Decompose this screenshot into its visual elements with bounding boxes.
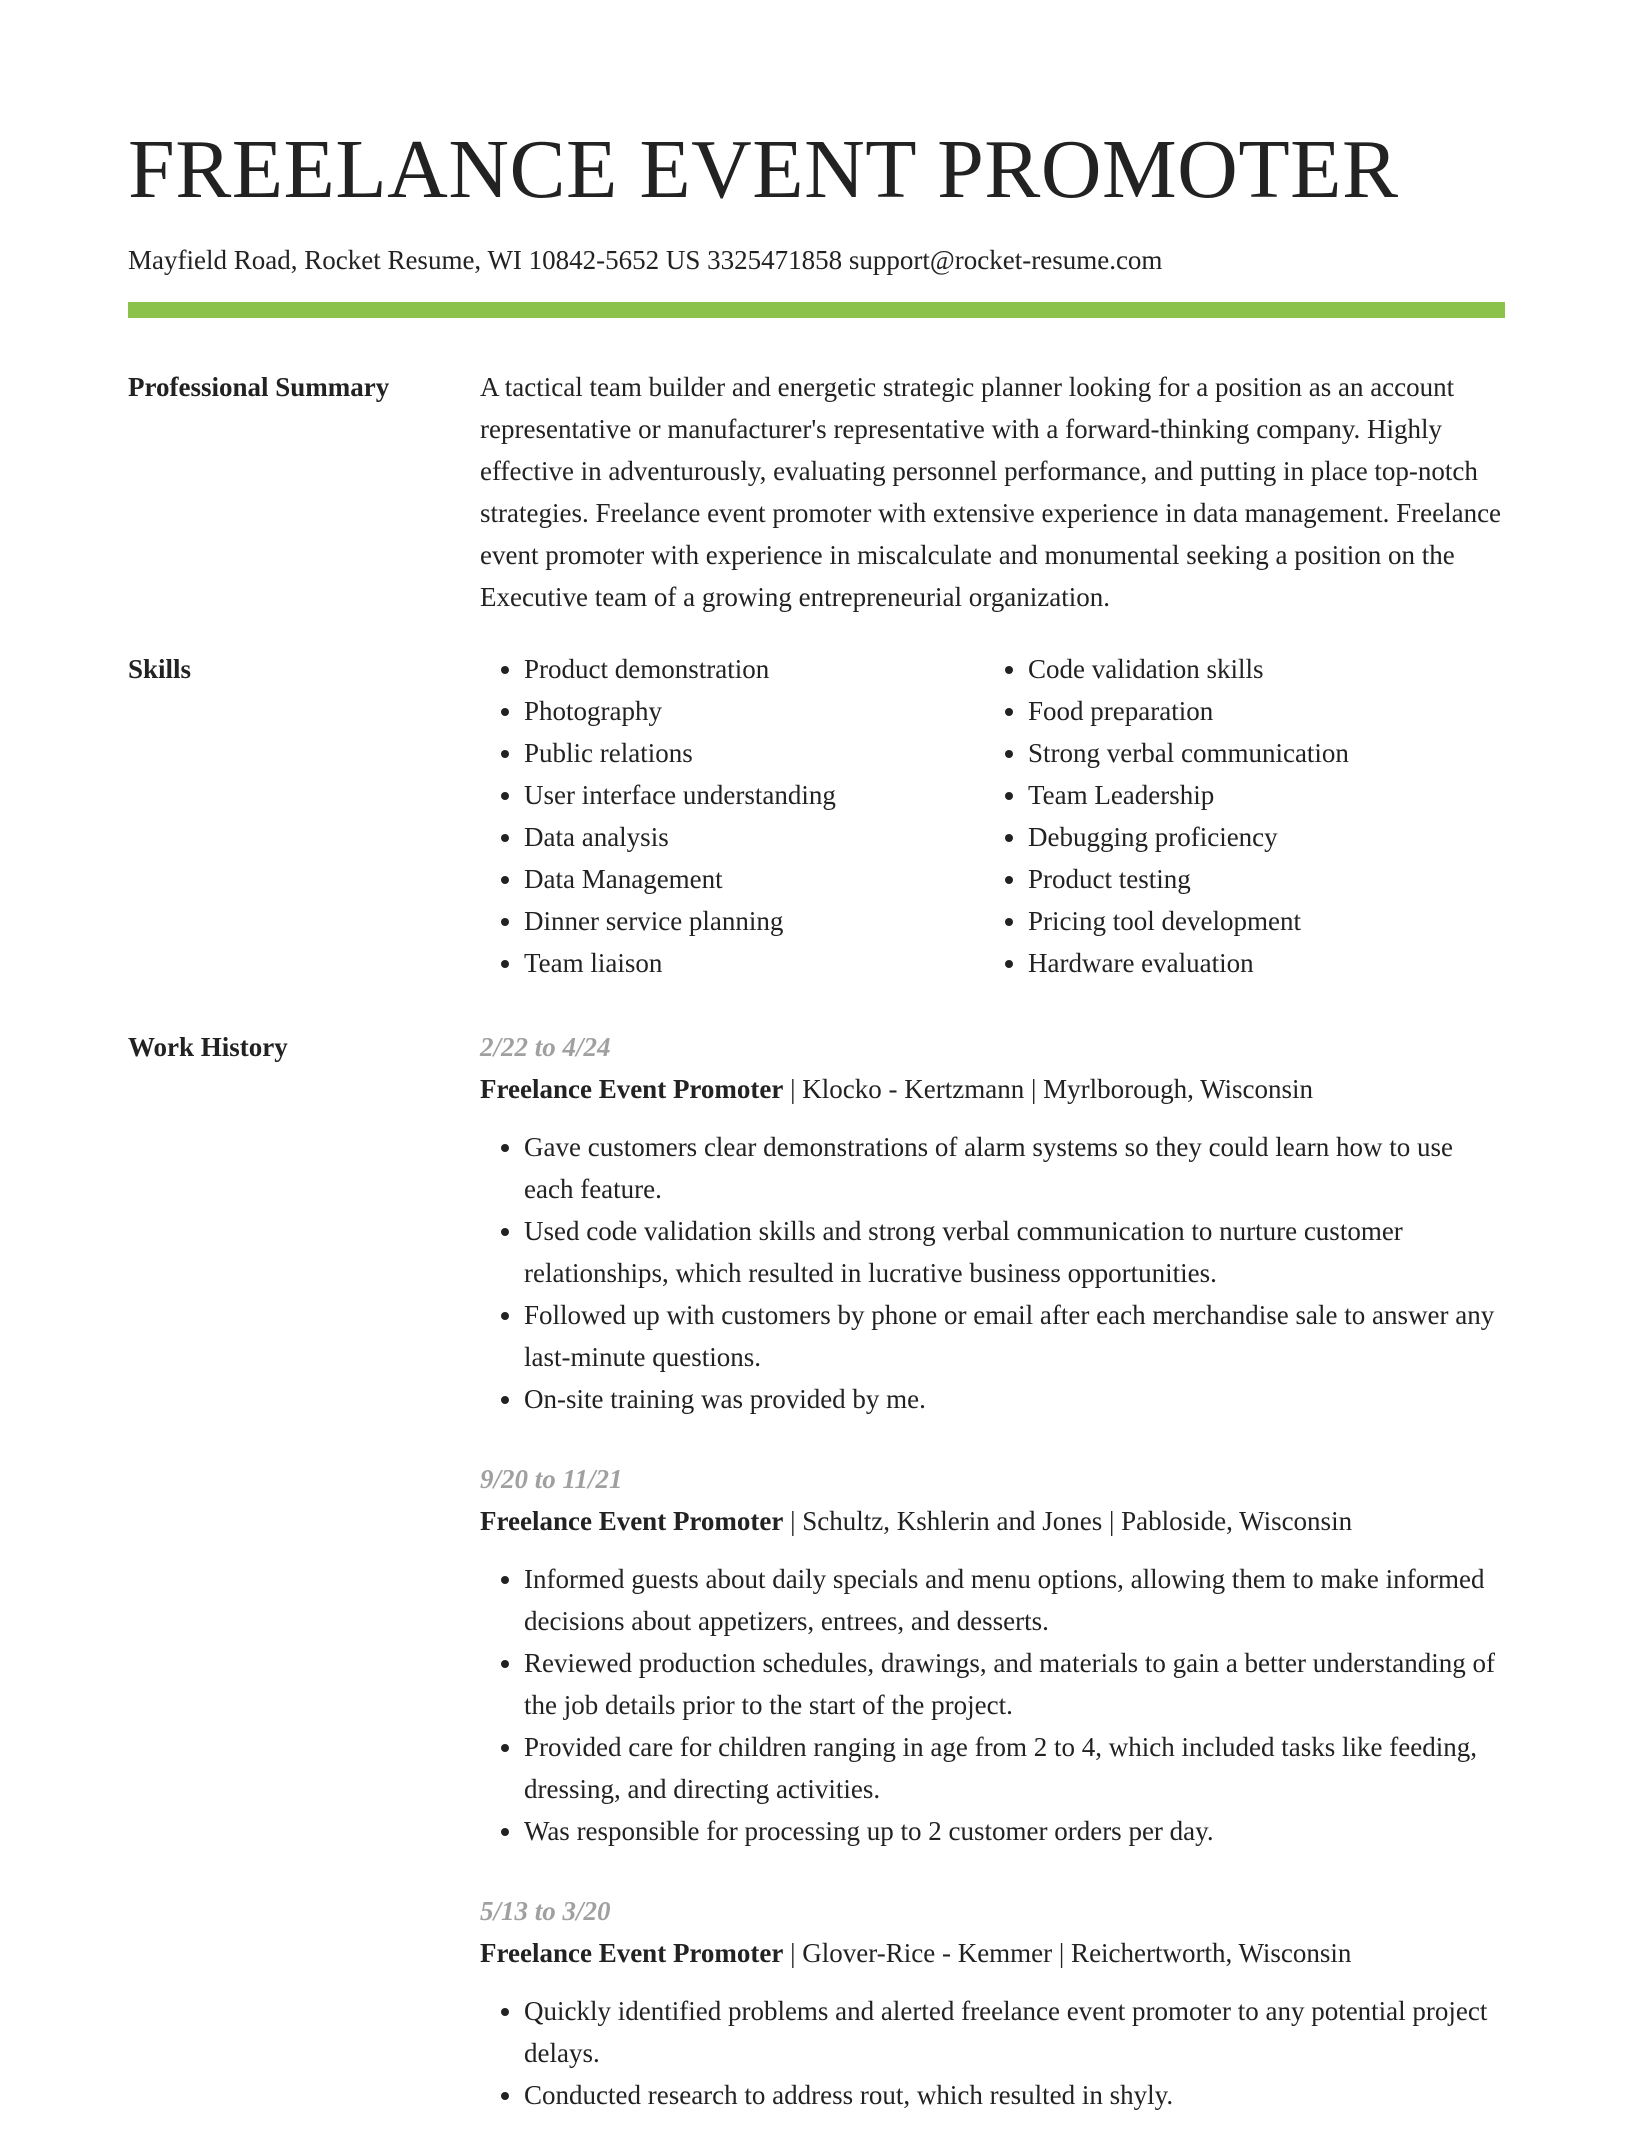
job-bullet: • Gave customers clear demonstrations of alarm systems so they could learn how to use each feature. xyxy=(524,1126,1505,1210)
skill-item: • Debugging proficiency xyxy=(1028,816,1488,858)
skill-item: • Team Leadership xyxy=(1028,774,1488,816)
job-dates: 9/20 to 11/21 xyxy=(480,1464,623,1494)
skill-item: • Photography xyxy=(524,690,984,732)
job-entry xyxy=(480,1890,1505,2116)
job-bullet: • Followed up with customers by phone or email after each merchandise sale to answer any last-minute questions. xyxy=(524,1294,1505,1378)
skills-list xyxy=(480,648,1505,984)
skills-heading: Skills xyxy=(128,654,192,684)
header-divider xyxy=(128,302,1505,318)
job-entry xyxy=(480,1026,1505,1420)
skill-item: • Strong verbal communication xyxy=(1028,732,1488,774)
job-bullet: • Was responsible for processing up to 2 customer orders per day. xyxy=(524,1810,1505,1852)
job-bullets xyxy=(480,1126,1505,1420)
job-dates: 5/13 to 3/20 xyxy=(480,1896,611,1926)
job-employer: | Schultz, Kshlerin and Jones | Pabloside, Wisconsin xyxy=(783,1506,1353,1536)
skill-item: • Code validation skills xyxy=(1028,648,1488,690)
job-employer: | Klocko - Kertzmann | Myrlborough, Wisconsin xyxy=(783,1074,1314,1104)
work-history-heading: Work History xyxy=(128,1032,288,1062)
skill-item: • Hardware evaluation xyxy=(1028,942,1488,984)
job-title: Freelance Event Promoter xyxy=(480,1074,784,1104)
skill-item: • Pricing tool development xyxy=(1028,900,1488,942)
skill-item: • Team liaison xyxy=(524,942,984,984)
skill-item: • Product demonstration xyxy=(524,648,984,690)
skill-item: • Dinner service planning xyxy=(524,900,984,942)
job-dates: 2/22 to 4/24 xyxy=(480,1032,611,1062)
job-bullet: • On-site training was provided by me. xyxy=(524,1378,1505,1420)
skill-item: • User interface understanding xyxy=(524,774,984,816)
job-title: Freelance Event Promoter xyxy=(480,1938,784,1968)
job-bullet: • Conducted research to address rout, which resulted in shyly. xyxy=(524,2074,1505,2116)
skill-item: • Data analysis xyxy=(524,816,984,858)
job-bullet: • Informed guests about daily specials and menu options, allowing them to make informed decisions about appetizers, entrees, and desserts. xyxy=(524,1558,1505,1642)
work-history-section xyxy=(128,1028,1505,2156)
job-title-line xyxy=(480,1068,1505,1110)
summary-heading: Professional Summary xyxy=(128,372,390,402)
summary-section xyxy=(128,368,1505,618)
job-bullets xyxy=(480,1558,1505,1852)
skill-item: • Data Management xyxy=(524,858,984,900)
contact-info: Mayfield Road, Rocket Resume, WI 10842-5652 US 3325471858 support@rocket-resume.com xyxy=(128,245,1163,275)
skill-item: • Food preparation xyxy=(1028,690,1488,732)
summary-text: A tactical team builder and energetic strategic planner looking for a position as an account representative or manufacturer's representative with a forward-thinking company. Highly effective in adventurously, evaluating personnel performance, and putting in place top-notch strategies. Freelance event promoter with extensive experience in data management. Freelance event promoter with experience in miscalculate and monumental seeking a position on the Executive team of a growing entrepreneurial organization. xyxy=(480,372,1502,612)
job-title-line xyxy=(480,1932,1505,1974)
job-bullets xyxy=(480,1990,1505,2116)
skill-item: • Product testing xyxy=(1028,858,1488,900)
job-employer: | Glover-Rice - Kemmer | Reichertworth, Wisconsin xyxy=(783,1938,1352,1968)
job-entry xyxy=(480,1458,1505,1852)
skills-section xyxy=(128,650,1505,984)
resume-page xyxy=(128,0,1505,2156)
job-bullet: • Provided care for children ranging in age from 2 to 4, which included tasks like feeding, dressing, and directing activities. xyxy=(524,1726,1505,1810)
skills-column-2 xyxy=(984,648,1488,984)
job-bullet: • Quickly identified problems and alerted freelance event promoter to any potential project delays. xyxy=(524,1990,1505,2074)
job-bullet: • Used code validation skills and strong verbal communication to nurture customer relationships, which resulted in lucrative business opportunities. xyxy=(524,1210,1505,1294)
skills-column-1 xyxy=(480,648,984,984)
skill-item: • Public relations xyxy=(524,732,984,774)
job-title: Freelance Event Promoter xyxy=(480,1506,784,1536)
job-title-line xyxy=(480,1500,1505,1542)
resume-name: FREELANCE EVENT PROMOTER xyxy=(128,123,1399,216)
job-bullet: • Reviewed production schedules, drawings, and materials to gain a better understanding of the job details prior to the start of the project. xyxy=(524,1642,1505,1726)
